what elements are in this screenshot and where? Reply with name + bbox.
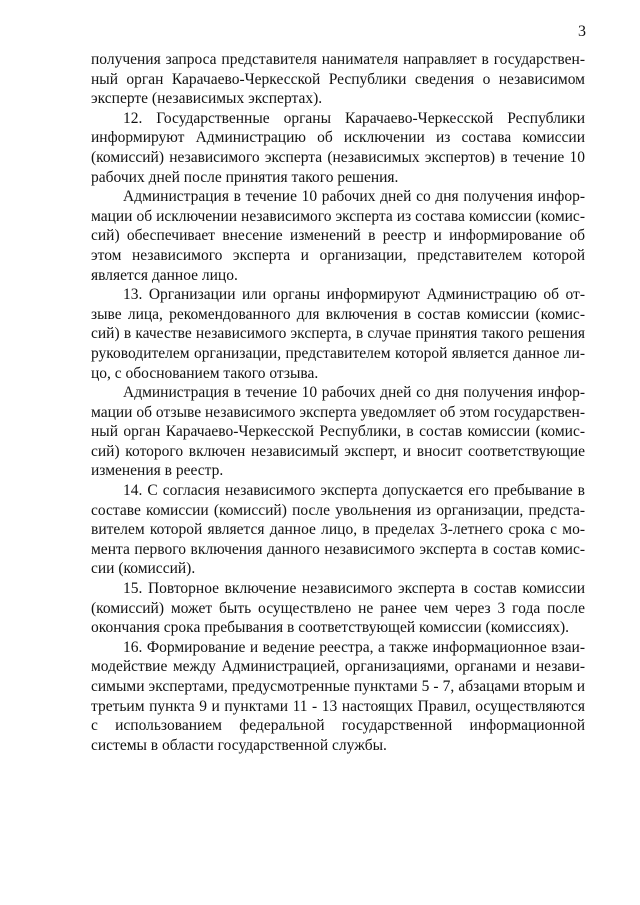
page-number: 3 xyxy=(578,23,586,40)
paragraph-12-administration: Администрация в течение 10 рабочих дней со дня получения информации об исключении независимого эксперта из состава комиссии (комиссий) обеспечивает внесение изменений в реестр и информирование об этом независимого эксперта и организации, представителем которой является данное лицо. xyxy=(91,188,585,284)
paragraph-16: 16. Формирование и ведение реестра, а также информационное взаимодействие между Администрацией, организациями, органами и независимыми экспертами, предусмотренные пунктами 5 - 7, абзацами вторым и третьим пункта 9 и пунктами 11 - 13 настоящих Правил, осуществляются с использованием федеральной государственной информационной системы в области государственной службы. xyxy=(91,638,585,754)
paragraph-15: 15. Повторное включение независимого эксперта в состав комиссии (комиссий) может быть осуществлено не ранее чем через 3 года после окончания срока пребывания в соответствующей комиссии (комиссиях). xyxy=(91,580,585,637)
paragraph-13-administration: Администрация в течение 10 рабочих дней со дня получения информации об отзыве независимого эксперта уведомляет об этом государственный орган Карачаево-Черкесской Республики, в состав комиссии (комиссий) которого включен независимый эксперт, и вносит соответствующие изменения в реестр. xyxy=(91,384,585,480)
paragraph-13: 13. Организации или органы информируют Администрацию об отзыве лица, рекомендованного для включения в состав комиссии (комиссий) в качестве независимого эксперта, в случае принятия такого решения руководителем организации, представителем которой является данное лицо, с обоснованием такого отзыва. xyxy=(91,286,585,382)
paragraph-continuation: получения запроса представителя нанимателя направляет в государственный орган Карачаево-Черкесской Республики сведения о независимом эксперте (независимых экспертах). xyxy=(91,51,585,108)
paragraph-14: 14. С согласия независимого эксперта допускается его пребывание в составе комиссии (комиссий) после увольнения из организации, представителем которой является данное лицо, в пределах 3-летнего срока с момента первого включения данного независимого эксперта в состав комиссии (комиссий). xyxy=(91,482,585,578)
paragraph-12: 12. Государственные органы Карачаево-Черкесской Республики информируют Администрацию об исключении из состава комиссии (комиссий) независимого эксперта (независимых экспертов) в течение 10 рабочих дней после принятия такого решения. xyxy=(91,109,585,186)
document-body xyxy=(91,50,585,755)
